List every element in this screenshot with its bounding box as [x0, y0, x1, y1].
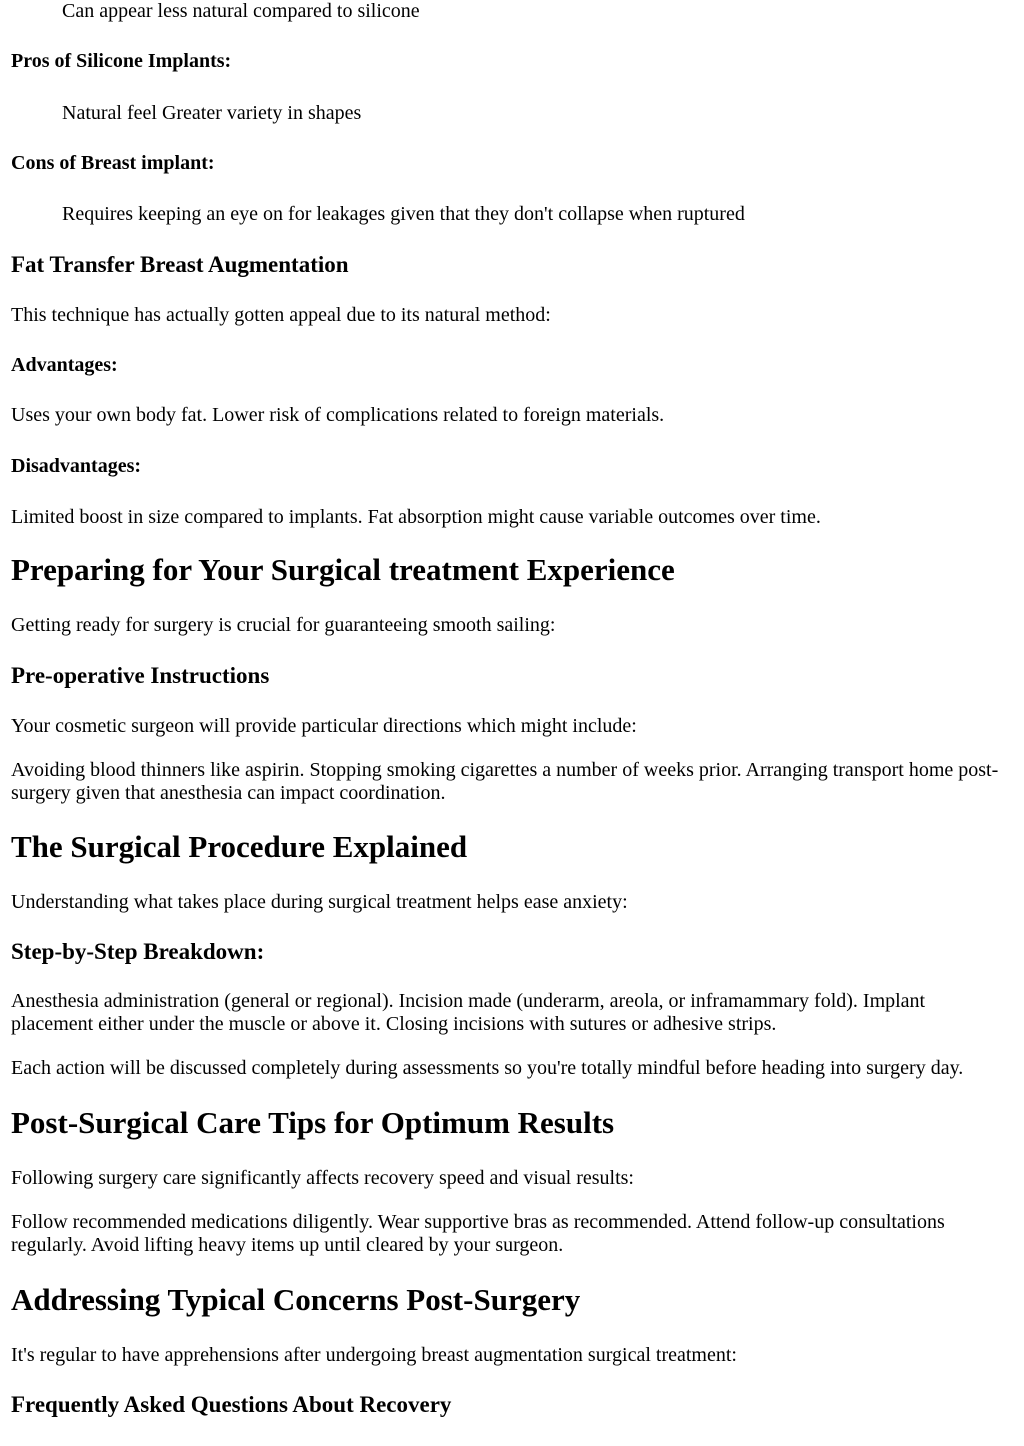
paragraph-preoperative-intro: Your cosmetic surgeon will provide particular directions which might include: — [11, 715, 637, 737]
paragraph-care-list: Follow recommended medications diligently. Wear supportive bras as recommended. Attend follow-up consultations regularly. Avoid lifting heavy items up until cleared by your surgeon. — [11, 1211, 945, 1256]
list-item-silicone-pros: Natural feel Greater variety in shapes — [62, 102, 362, 124]
paragraph-concerns-intro: It's regular to have apprehensions after undergoing breast augmentation surgical treatment: — [11, 1344, 737, 1366]
heading-disadvantages: Disadvantages: — [11, 455, 142, 477]
heading-procedure-explained: The Surgical Procedure Explained — [11, 829, 468, 864]
list-item-implant-cons: Requires keeping an eye on for leakages given that they don't collapse when ruptured — [62, 203, 745, 225]
paragraph-preparing-intro: Getting ready for surgery is crucial for guaranteeing smooth sailing: — [11, 614, 556, 636]
heading-post-surgical-care: Post-Surgical Care Tips for Optimum Results — [11, 1105, 615, 1140]
heading-advantages: Advantages: — [11, 354, 118, 376]
paragraph-procedure-intro: Understanding what takes place during surgical treatment helps ease anxiety: — [11, 891, 628, 913]
paragraph-steps-note: Each action will be discussed completely during assessments so you're totally mindful before heading into surgery day. — [11, 1057, 964, 1079]
paragraph-steps: Anesthesia administration (general or regional). Incision made (underarm, areola, or inframammary fold). Implant placement either under the muscle or above it. Closing incisions with sutures or adhesive strips. — [11, 990, 926, 1035]
paragraph-disadvantages: Limited boost in size compared to implants. Fat absorption might cause variable outcomes over time. — [11, 506, 821, 528]
heading-faq-recovery: Frequently Asked Questions About Recovery — [11, 1392, 452, 1417]
heading-preoperative: Pre-operative Instructions — [11, 663, 270, 688]
heading-preparing-surgery: Preparing for Your Surgical treatment Experience — [11, 552, 675, 587]
list-item-silicone-con: Can appear less natural compared to silicone — [62, 0, 420, 22]
heading-pros-silicone: Pros of Silicone Implants: — [11, 50, 232, 72]
heading-typical-concerns: Addressing Typical Concerns Post-Surgery — [11, 1282, 581, 1317]
heading-fat-transfer: Fat Transfer Breast Augmentation — [11, 252, 349, 277]
paragraph-advantages: Uses your own body fat. Lower risk of complications related to foreign materials. — [11, 404, 665, 426]
heading-step-by-step: Step-by-Step Breakdown: — [11, 939, 265, 964]
heading-cons-implant: Cons of Breast implant: — [11, 152, 215, 174]
paragraph-fat-transfer-intro: This technique has actually gotten appeal due to its natural method: — [11, 304, 551, 326]
paragraph-care-intro: Following surgery care significantly affects recovery speed and visual results: — [11, 1167, 634, 1189]
paragraph-preoperative-list: Avoiding blood thinners like aspirin. Stopping smoking cigarettes a number of weeks prior. Arranging transport home post-surgery given that anesthesia can impact coordination. — [11, 759, 999, 804]
